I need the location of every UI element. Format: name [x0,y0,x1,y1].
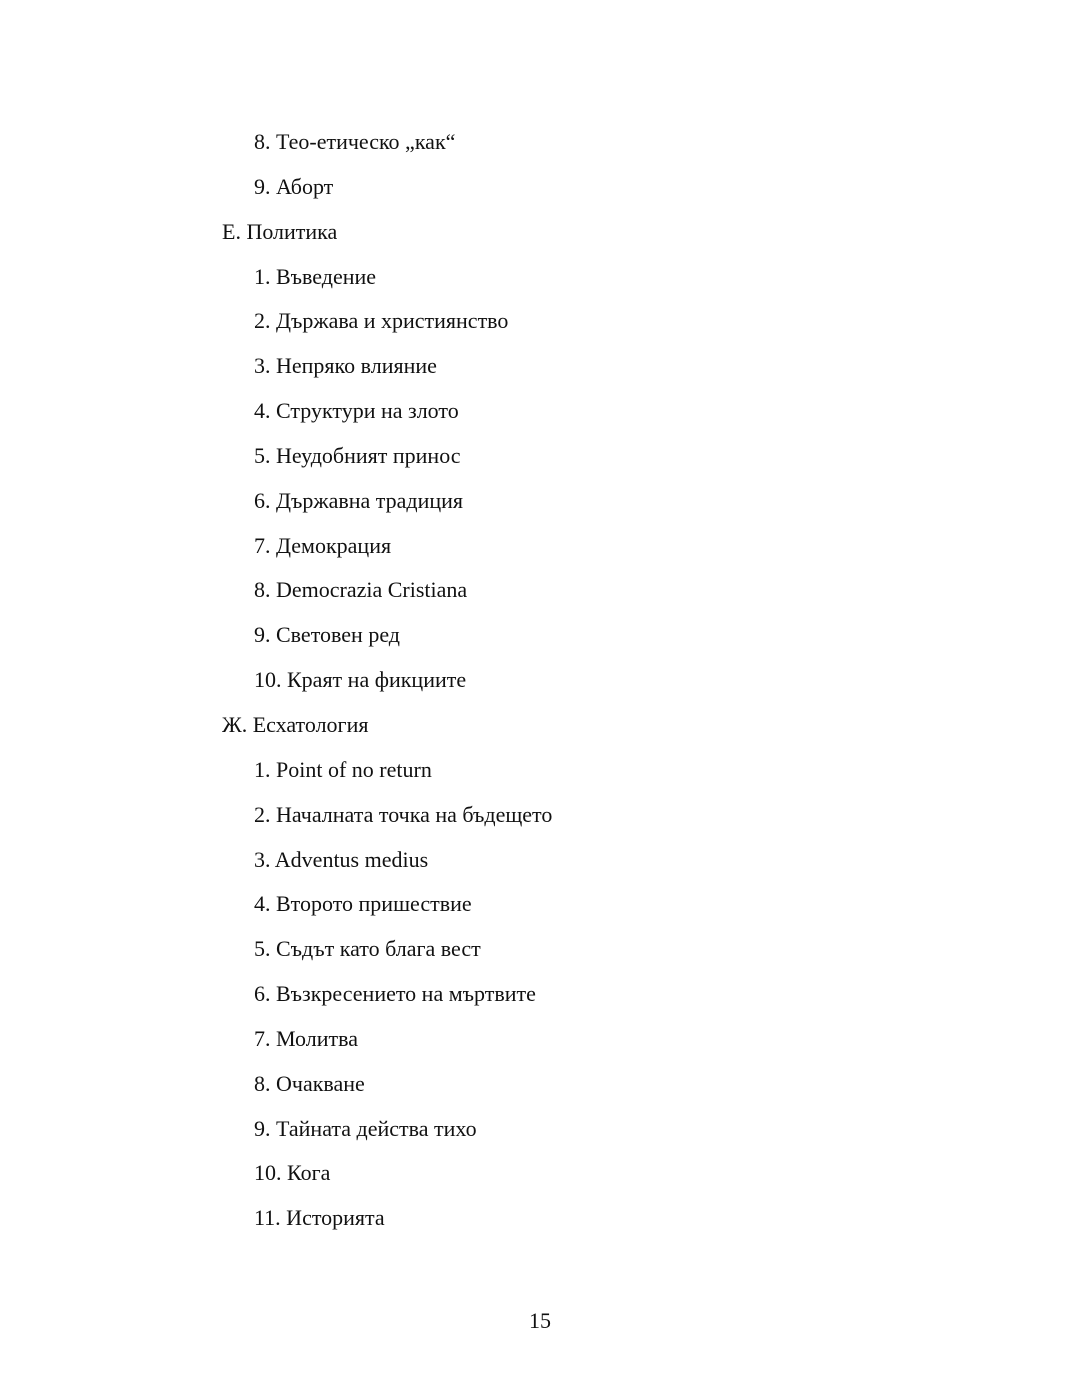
toc-item: 3. Непряко влияние [254,353,437,379]
toc-item: 5. Неудобният принос [254,442,461,468]
toc-item: 9. Аборт [254,173,334,199]
toc-item: 6. Държавна традиция [254,487,464,513]
table-of-contents [0,124,1080,1245]
toc-item: 2. Държава и християнство [254,308,509,334]
toc-item: 8. Тео-етическо „как“ [254,129,456,154]
toc-item: 11. Историята [254,1205,385,1231]
toc-item: 8. Очакване [254,1070,365,1096]
toc-section-heading: Е. Политика [222,218,338,244]
toc-item: 4. Структури на злото [254,398,459,424]
toc-item: 3. Adventus medius [254,846,429,872]
toc-item: 2. Началната точка на бъдещето [254,801,553,827]
toc-item: 1. Въведение [254,263,377,289]
toc-item: 7. Демокрация [254,532,392,558]
page-number: 15 [529,1308,551,1333]
toc-item: 10. Краят на фикциите [254,667,467,693]
toc-item: 1. Point of no return [254,756,432,782]
toc-item: 10. Кога [254,1160,331,1186]
toc-item: 5. Съдът като блага вест [254,936,481,962]
toc-item: 7. Молитва [254,1025,358,1051]
toc-item: 6. Възкресението на мъртвите [254,981,536,1007]
toc-item: 8. Democrazia Cristiana [254,577,468,603]
toc-item: 9. Световен ред [254,622,400,648]
toc-item: 9. Тайната действа тихо [254,1115,477,1141]
toc-item: 4. Второто пришествие [254,891,472,917]
toc-section-heading: Ж. Есхатология [222,711,369,737]
